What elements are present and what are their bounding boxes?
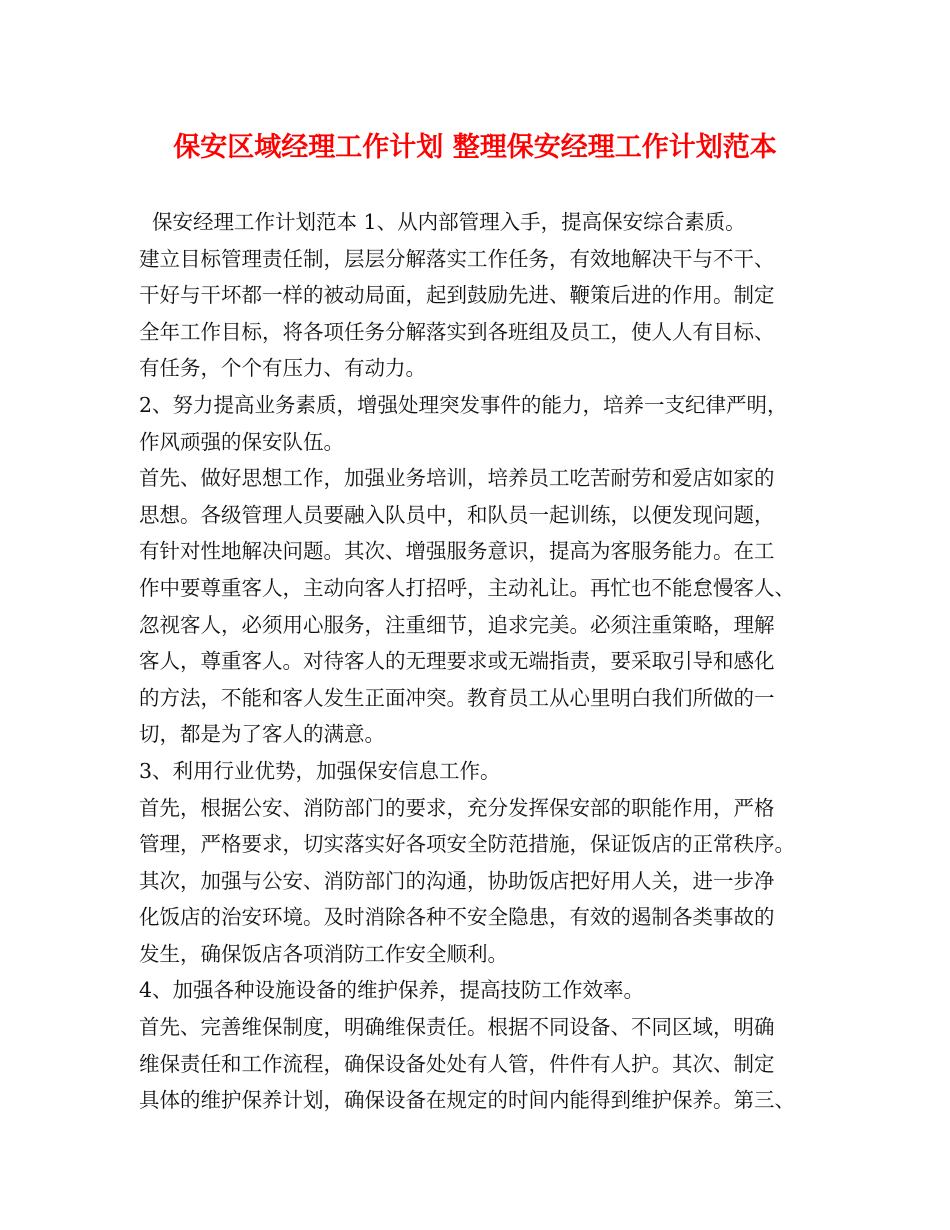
- body-line: 化饭店的治安环境。及时消除各种不安全隐患，有效的遏制各类事故的: [139, 905, 775, 930]
- document-title: 保安区域经理工作计划 整理保安经理工作计划范本: [173, 132, 777, 163]
- body-line: 管理，严格要求，切实落实好各项安全防范措施，保证饭店的正常秩序。: [139, 832, 795, 857]
- body-line: 3、利用行业优势，加强保安信息工作。: [139, 758, 501, 783]
- body-line: 的方法，不能和客人发生正面冲突。教育员工从心里明白我们所做的一: [139, 685, 775, 710]
- body-line: 有任务，个个有压力、有动力。: [139, 356, 426, 381]
- body-line: 首先，根据公安、消防部门的要求，充分发挥保安部的职能作用，严格: [139, 795, 775, 820]
- body-line: 4、加强各种设施设备的维护保养，提高技防工作效率。: [139, 978, 645, 1003]
- body-line: 作风顽强的保安队伍。: [139, 429, 344, 454]
- body-line: 作中要尊重客人，主动向客人打招呼，主动礼让。再忙也不能怠慢客人、: [139, 575, 795, 600]
- body-line: 首先、做好思想工作，加强业务培训，培养员工吃苦耐劳和爱店如家的: [139, 466, 775, 491]
- body-line: 思想。各级管理人员要融入队员中，和队员一起训练，以便发现问题，: [139, 502, 775, 527]
- body-line: 维保责任和工作流程，确保设备处处有人管，件件有人护。其次、制定: [139, 1051, 775, 1076]
- body-line: 具体的维护保养计划，确保设备在规定的时间内能得到维护保养。第三、: [139, 1088, 795, 1113]
- body-line: 忽视客人，必须用心服务，注重细节，追求完美。必须注重策略，理解: [139, 612, 775, 637]
- body-line: 首先、完善维保制度，明确维保责任。根据不同设备、不同区域，明确: [139, 1015, 775, 1040]
- body-line: 客人，尊重客人。对待客人的无理要求或无端指责，要采取引导和感化: [139, 649, 775, 674]
- body-line: 全年工作目标，将各项任务分解落实到各班组及员工，使人人有目标、: [139, 319, 775, 344]
- body-line: 发生，确保饭店各项消防工作安全顺利。: [139, 941, 508, 966]
- body-line: 干好与干坏都一样的被动局面，起到鼓励先进、鞭策后进的作用。制定: [139, 283, 775, 308]
- body-line: 有针对性地解决问题。其次、增强服务意识，提高为客服务能力。在工: [139, 539, 775, 564]
- body-line: 切，都是为了客人的满意。: [139, 722, 385, 747]
- body-line: 保安经理工作计划范本 1、从内部管理入手，提高保安综合素质。: [139, 210, 746, 234]
- document-body: [139, 204, 829, 1119]
- body-line: 其次，加强与公安、消防部门的沟通，协助饭店把好用人关，进一步净: [139, 868, 775, 893]
- body-line: 建立目标管理责任制，层层分解落实工作任务，有效地解决干与不干、: [139, 246, 775, 271]
- body-line: 2、努力提高业务素质，增强处理突发事件的能力，培养一支纪律严明，: [139, 392, 788, 417]
